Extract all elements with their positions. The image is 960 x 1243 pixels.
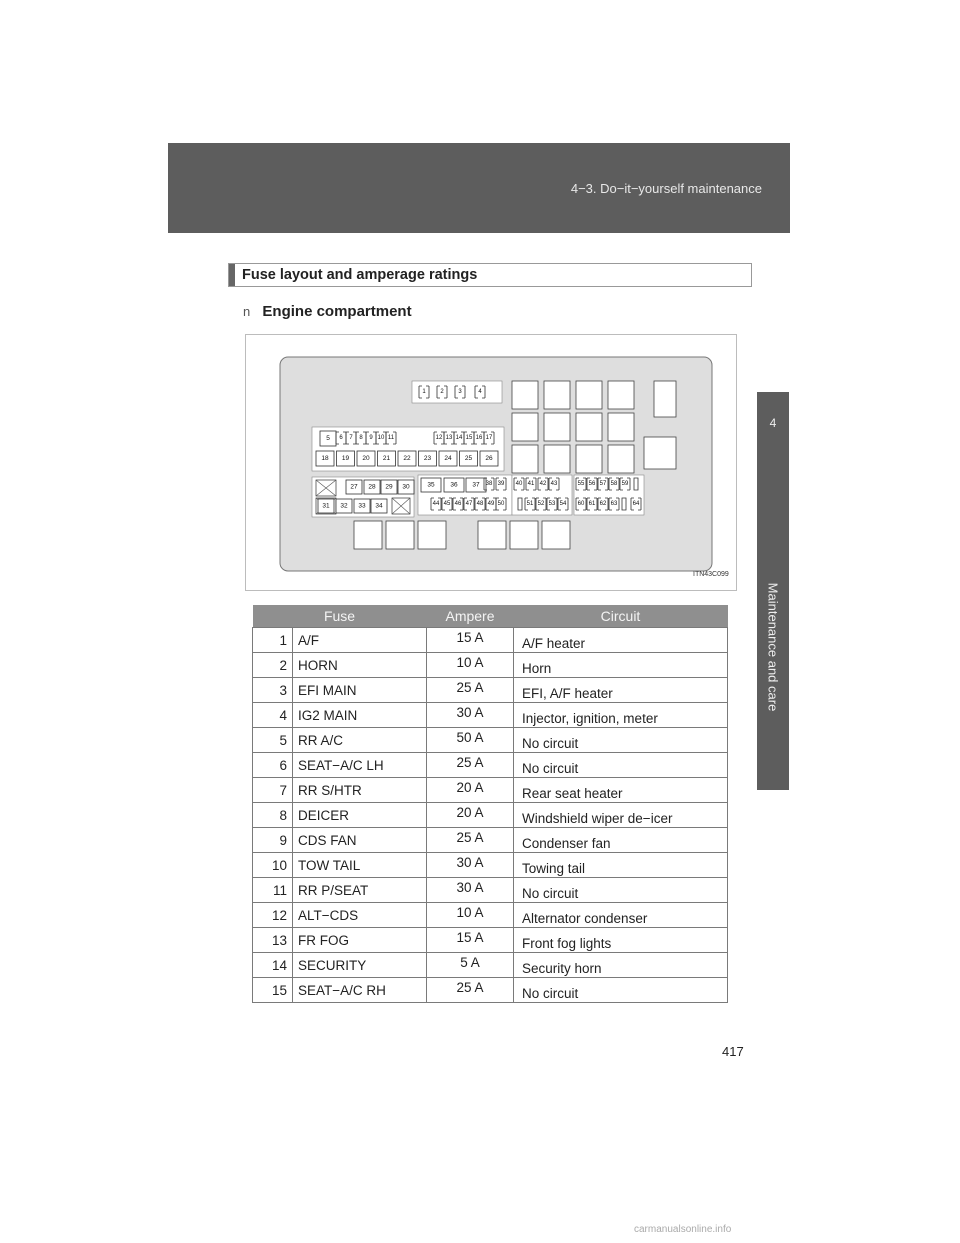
table-row: [253, 753, 728, 778]
fuse-label: 37: [472, 481, 480, 489]
fuse-label: 60: [577, 501, 585, 507]
fuse-circuit: EFI, A/F heater: [514, 678, 728, 703]
fuse-ampere: 10 A: [427, 653, 514, 678]
fuse-label: 31: [322, 502, 330, 510]
subheading: [243, 303, 412, 320]
fuse-circuit: Security horn: [514, 953, 728, 978]
fuse-number: 3: [253, 678, 293, 703]
header-ampere: Ampere: [427, 605, 514, 628]
page-number: 417: [722, 1044, 744, 1059]
fuse-label: 4: [478, 389, 482, 395]
fuse-number: 11: [253, 878, 293, 903]
table-row: [253, 778, 728, 803]
relay-block: [654, 381, 676, 417]
table-row: [253, 728, 728, 753]
fuse-circuit: No circuit: [514, 728, 728, 753]
relay-block: [512, 445, 538, 473]
chapter-label: Maintenance and care: [765, 582, 781, 712]
fuse-number: 4: [253, 703, 293, 728]
fuse-ampere: 50 A: [427, 728, 514, 753]
fuse-name: FR FOG: [293, 928, 427, 953]
fuse-label: 58: [610, 481, 618, 487]
fuse-number: 13: [253, 928, 293, 953]
header-fuse: Fuse: [253, 605, 427, 628]
fuse-circuit: No circuit: [514, 753, 728, 778]
fuse-label: 3: [458, 389, 462, 395]
table-row: [253, 853, 728, 878]
fuse-name: HORN: [293, 653, 427, 678]
relay-block: [544, 413, 570, 441]
fuse-name: RR P/SEAT: [293, 878, 427, 903]
fuse-ampere: 30 A: [427, 703, 514, 728]
header-circuit: Circuit: [514, 605, 728, 628]
fuse-label: 14: [455, 435, 463, 441]
relay-block: [608, 445, 634, 473]
relay-block: [576, 445, 602, 473]
fuse-number: 9: [253, 828, 293, 853]
relay-block: [478, 521, 506, 549]
fuse-ampere: 25 A: [427, 828, 514, 853]
fuse-label: 46: [454, 501, 462, 507]
fuse-label: 26: [485, 455, 493, 462]
fuse-label: 40: [515, 481, 523, 487]
fuse-name: IG2 MAIN: [293, 703, 427, 728]
fuse-label: 44: [432, 501, 440, 507]
relay-block: [576, 413, 602, 441]
fuse-ampere: 25 A: [427, 753, 514, 778]
fuse-label: 34: [375, 502, 383, 510]
fuse-name: DEICER: [293, 803, 427, 828]
subheading-label: Engine compartment: [262, 303, 412, 320]
fuse-label: 36: [450, 481, 458, 489]
relay-block: [644, 437, 676, 469]
chapter-number: 4: [769, 416, 777, 430]
fuse-number: 14: [253, 953, 293, 978]
fuse-circuit: Front fog lights: [514, 928, 728, 953]
fuse-name: A/F: [293, 628, 427, 653]
fuse-label: 33: [358, 502, 366, 510]
blank-fuse: [518, 498, 522, 510]
fuse-number: 10: [253, 853, 293, 878]
table-header-row: [253, 605, 728, 628]
fuse-number: 2: [253, 653, 293, 678]
fuse-circuit: Alternator condenser: [514, 903, 728, 928]
fuse-number: 6: [253, 753, 293, 778]
fuse-number: 15: [253, 978, 293, 1003]
fuse-number: 7: [253, 778, 293, 803]
fuse-label: 29: [385, 483, 393, 491]
fuse-label: 19: [341, 455, 350, 462]
fuse-label: 27: [350, 483, 358, 491]
fuse-label: 28: [368, 483, 376, 491]
fuse-circuit: Rear seat heater: [514, 778, 728, 803]
fuse-label: 61: [588, 501, 596, 507]
fuse-label: 24: [444, 455, 452, 462]
fuse-label: 22: [403, 455, 411, 462]
fuse-label: 25: [464, 455, 473, 462]
fuse-label: 47: [465, 501, 473, 507]
fuse-label: 6: [339, 435, 343, 441]
relay-block: [576, 381, 602, 409]
table-row: [253, 928, 728, 953]
fuse-label: 7: [349, 435, 353, 441]
fuse-name: SEAT−A/C RH: [293, 978, 427, 1003]
fuse-circuit: Towing tail: [514, 853, 728, 878]
fuse-name: EFI MAIN: [293, 678, 427, 703]
fuse-label: 50: [497, 501, 505, 507]
fuse-label: 57: [599, 481, 607, 487]
fuse-label: 17: [485, 435, 493, 441]
blank-fuse: [622, 498, 626, 510]
fuse-label: 38: [485, 481, 493, 487]
table-row: [253, 903, 728, 928]
table-row: [253, 953, 728, 978]
fuse-ampere: 25 A: [427, 978, 514, 1003]
fuse-label: 21: [382, 455, 391, 462]
fuse-ampere: 25 A: [427, 678, 514, 703]
relay-block: [542, 521, 570, 549]
fuse-label: 23: [423, 455, 432, 462]
fuse-name: SEAT−A/C LH: [293, 753, 427, 778]
fuse-label: 41: [527, 481, 535, 487]
fuse-ampere: 30 A: [427, 853, 514, 878]
relay-block: [510, 521, 538, 549]
table-row: [253, 628, 728, 653]
relay-block: [512, 413, 538, 441]
fuse-label: 12: [435, 435, 443, 441]
bullet-icon: n: [243, 304, 251, 319]
fuse-label: 5: [326, 435, 330, 442]
fuse-ampere: 10 A: [427, 903, 514, 928]
fuse-ampere: 15 A: [427, 628, 514, 653]
fuse-name: RR S/HTR: [293, 778, 427, 803]
table-row: [253, 828, 728, 853]
diagram-code: ITN43C099: [693, 571, 729, 578]
header-band: [168, 143, 790, 233]
fuse-number: 8: [253, 803, 293, 828]
fuse-label: 43: [550, 481, 558, 487]
chapter-side-tab: [757, 392, 789, 790]
fuse-label: 49: [487, 501, 495, 507]
fuse-label: 51: [526, 501, 534, 507]
fuse-ampere: 15 A: [427, 928, 514, 953]
watermark: carmanualsonline.info: [634, 1224, 732, 1235]
relay-block: [544, 445, 570, 473]
fuse-label: 18: [321, 455, 329, 462]
fuse-label: 56: [588, 481, 596, 487]
relay-block: [512, 381, 538, 409]
fuse-label: 39: [497, 481, 505, 487]
fuse-label: 63: [610, 501, 618, 507]
fuse-label: 48: [476, 501, 484, 507]
fuse-label: 20: [362, 455, 370, 462]
fuse-ampere: 30 A: [427, 878, 514, 903]
fuse-label: 53: [548, 501, 556, 507]
fuse-name: CDS FAN: [293, 828, 427, 853]
fuse-circuit: A/F heater: [514, 628, 728, 653]
fuse-label: 15: [465, 435, 473, 441]
fuse-circuit: No circuit: [514, 878, 728, 903]
relay-block: [544, 381, 570, 409]
fuse-label: 45: [443, 501, 451, 507]
relay-block: [354, 521, 382, 549]
title-accent-bar: [229, 264, 235, 286]
fuse-box-diagram: [245, 334, 737, 591]
fuse-label: 42: [539, 481, 547, 487]
fuse-table: [252, 605, 728, 1003]
relay-block: [386, 521, 414, 549]
fuse-name: SECURITY: [293, 953, 427, 978]
fuse-label: 35: [427, 481, 435, 489]
fuse-label: 54: [559, 501, 567, 507]
fuse-box-illustration: [246, 335, 736, 590]
fuse-label: 59: [621, 481, 629, 487]
fuse-label: 1: [422, 389, 426, 395]
fuse-label: 32: [340, 502, 348, 510]
fuse-label: 11: [387, 435, 395, 441]
blank-fuse: [634, 478, 638, 490]
fuse-circuit: Horn: [514, 653, 728, 678]
fuse-label: 64: [632, 501, 640, 507]
fuse-name: ALT−CDS: [293, 903, 427, 928]
fuse-label: 13: [445, 435, 453, 441]
table-row: [253, 653, 728, 678]
table-row: [253, 703, 728, 728]
fuse-label: 8: [359, 435, 363, 441]
fuse-circuit: No circuit: [514, 978, 728, 1003]
fuse-label: 9: [369, 435, 373, 441]
fuse-circuit: Injector, ignition, meter: [514, 703, 728, 728]
fuse-ampere: 5 A: [427, 953, 514, 978]
fuse-name: TOW TAIL: [293, 853, 427, 878]
table-row: [253, 678, 728, 703]
fuse-ampere: 20 A: [427, 803, 514, 828]
fuse-number: 5: [253, 728, 293, 753]
fuse-label: 30: [402, 483, 410, 491]
table-row: [253, 978, 728, 1003]
fuse-name: RR A/C: [293, 728, 427, 753]
fuse-label: 2: [440, 389, 444, 395]
fuse-circuit: Windshield wiper de−icer: [514, 803, 728, 828]
relay-block: [608, 381, 634, 409]
section-title-text: Fuse layout and amperage ratings: [242, 267, 478, 283]
fuse-label: 52: [537, 501, 545, 507]
fuse-label: 62: [599, 501, 607, 507]
fuse-number: 12: [253, 903, 293, 928]
table-row: [253, 878, 728, 903]
fuse-circuit: Condenser fan: [514, 828, 728, 853]
table-row: [253, 803, 728, 828]
fuse-number: 1: [253, 628, 293, 653]
section-header: 4−3. Do−it−yourself maintenance: [570, 181, 762, 196]
fuse-label: 16: [475, 435, 483, 441]
fuse-label: 55: [577, 481, 585, 487]
fuse-ampere: 20 A: [427, 778, 514, 803]
section-title: [228, 263, 752, 287]
relay-block: [608, 413, 634, 441]
fuse-label: 10: [377, 435, 385, 441]
relay-block: [418, 521, 446, 549]
